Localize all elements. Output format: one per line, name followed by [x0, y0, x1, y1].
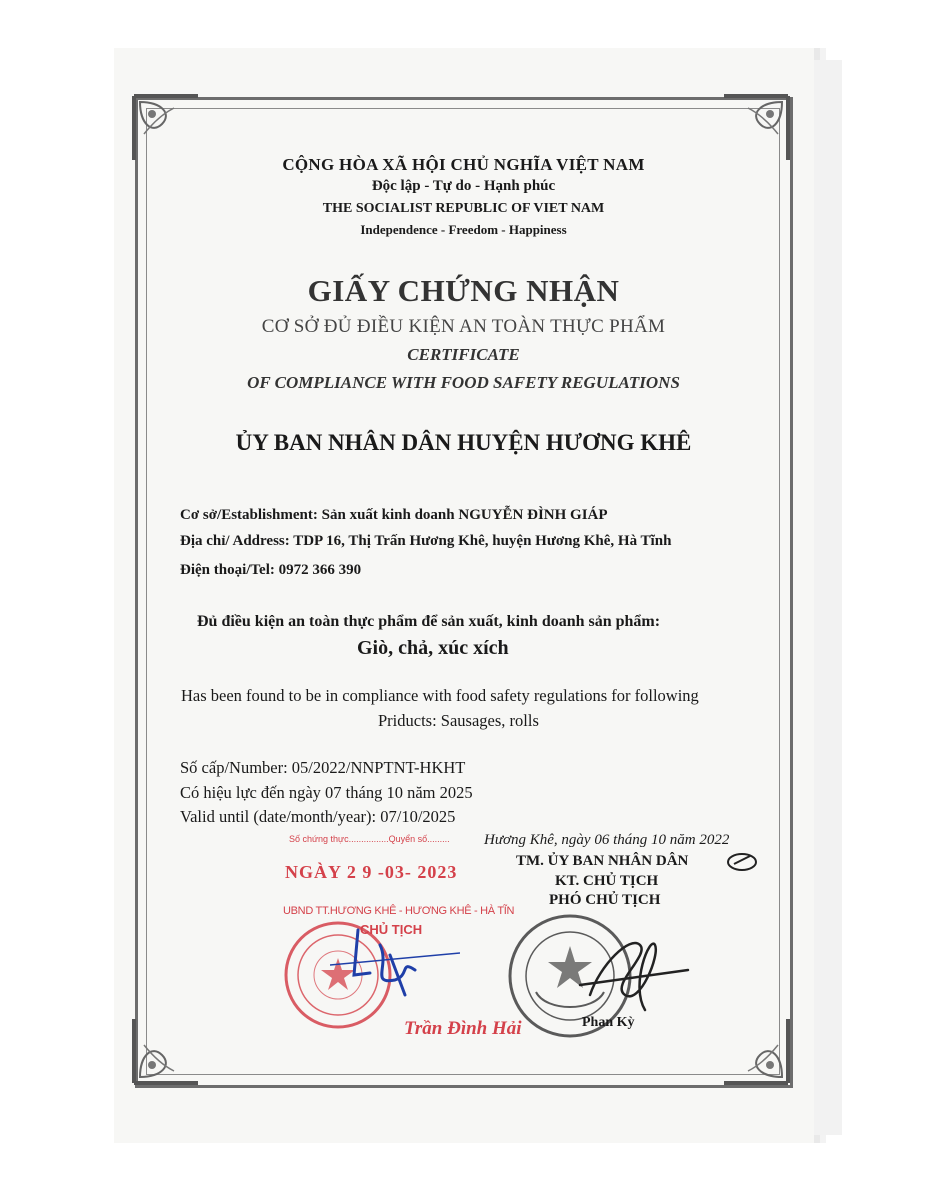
- corner-ornament-icon: [722, 1017, 790, 1085]
- products-list-vi: Giò, chả, xúc xích: [357, 637, 509, 659]
- signature-icon: [722, 848, 762, 876]
- address-line: Địa chỉ/ Address: TDP 16, Thị Trấn Hương Khê, huyện Hương Khê, Hà Tĩnh: [180, 533, 672, 549]
- valid-until-en: Valid until (date/month/year): 07/10/2025: [180, 807, 456, 826]
- certified-copy-authority: UBND TT.HƯƠNG KHÊ - HƯƠNG KHÊ - HÀ TĨN: [283, 905, 515, 917]
- certificate-number: Số cấp/Number: 05/2022/NNPTNT-HKHT: [180, 758, 466, 777]
- country-name-en: THE SOCIALIST REPUBLIC OF VIET NAM: [322, 201, 605, 216]
- certified-copy-signer: Trần Đình Hải: [404, 1018, 522, 1039]
- corner-ornament-icon: [132, 94, 200, 162]
- signature-title-2: KT. CHỦ TỊCH: [555, 873, 659, 889]
- motto-en: Independence - Freedom - Happiness: [360, 222, 567, 237]
- issuing-authority: ỦY BAN NHÂN DÂN HUYỆN HƯƠNG KHÊ: [235, 430, 692, 455]
- signature-title-3: PHÓ CHỦ TỊCH: [549, 892, 661, 908]
- certificate-subtitle-vi: CƠ SỞ ĐỦ ĐIỀU KIỆN AN TOÀN THỰC PHẨM: [261, 316, 666, 337]
- place-and-date: Hương Khê, ngày 06 tháng 10 năm 2022: [484, 832, 730, 848]
- products-list-en: Priducts: Sausages, rolls: [378, 711, 539, 730]
- products-statement-vi: Đủ điều kiện an toàn thực phẩm để sản xuất, kinh doanh sản phẩm:: [197, 613, 661, 630]
- valid-until-vi: Có hiệu lực đến ngày 07 tháng 10 năm 2025: [180, 783, 473, 802]
- phone-line: Điện thoại/Tel: 0972 366 390: [180, 562, 362, 578]
- certified-copy-number: Số chứng thực................Quyển số.........: [289, 834, 450, 844]
- corner-ornament-icon: [132, 1017, 200, 1085]
- establishment-line: Cơ sở/Establishment: Sản xuất kinh doanh NGUYỄN ĐÌNH GIÁP: [180, 507, 608, 523]
- certificate-title-en: CERTIFICATE: [407, 345, 520, 364]
- products-statement-en: Has been found to be in compliance with food safety regulations for following: [181, 686, 699, 705]
- signature-title-1: TM. ỦY BAN NHÂN DÂN: [516, 853, 689, 869]
- signer-name: Phan Kỳ: [582, 1015, 635, 1030]
- motto-vi: Độc lập - Tự do - Hạnh phúc: [371, 178, 556, 194]
- corner-ornament-icon: [722, 94, 790, 162]
- signature-icon: [330, 925, 460, 1000]
- signature-icon: [570, 925, 690, 1020]
- certified-copy-date: NGÀY 2 9 -03- 2023: [285, 862, 458, 882]
- certificate-subtitle-en: OF COMPLIANCE WITH FOOD SAFETY REGULATIONS: [247, 373, 680, 392]
- certified-copy-role: CHỦ TỊCH: [360, 922, 423, 937]
- certificate-title-vi: GIẤY CHỨNG NHẬN: [307, 273, 620, 308]
- country-name-vi: CỘNG HÒA XÃ HỘI CHỦ NGHĨA VIỆT NAM: [282, 155, 645, 174]
